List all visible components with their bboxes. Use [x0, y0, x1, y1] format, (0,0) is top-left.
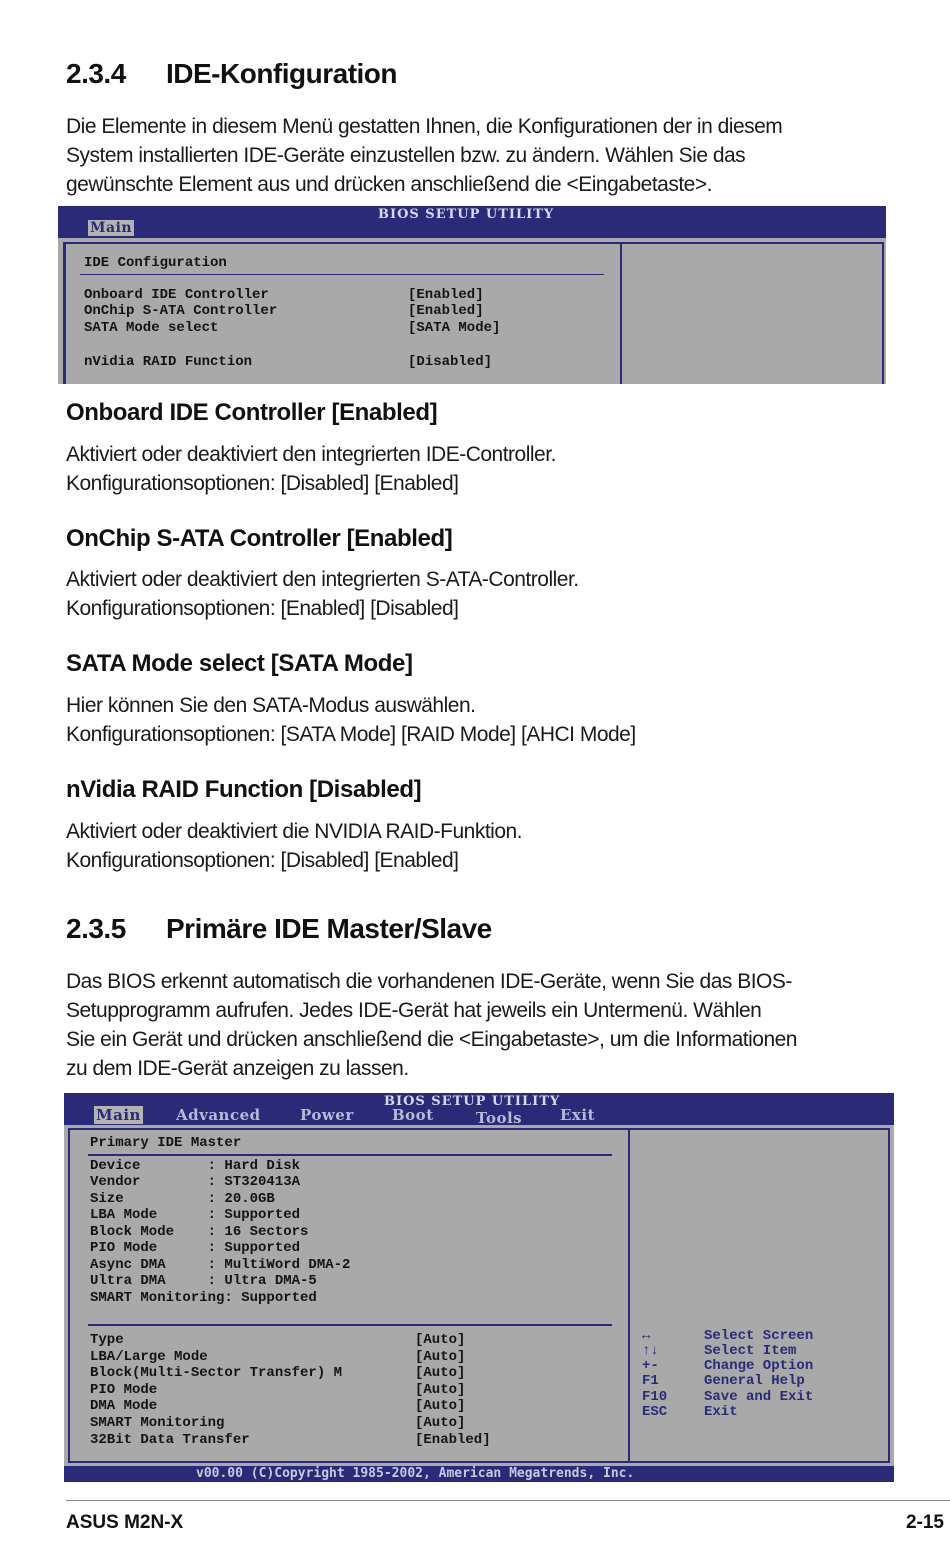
help-text: Select Item: [704, 1343, 797, 1359]
bios-item-onboard-ide[interactable]: Onboard IDE Controller: [84, 287, 269, 303]
option-line: Konfigurationsoptionen: [SATA Mode] [RAID Mode] [AHCI Mode]: [66, 723, 636, 746]
bios-info-line: Async DMA : MultiWord DMA-2: [90, 1257, 351, 1273]
bios-setting-32bit[interactable]: 32Bit Data Transfer: [90, 1432, 250, 1448]
section-title: IDE-Konfiguration: [166, 58, 398, 89]
bios-separator: [80, 274, 604, 275]
option-line: Konfigurationsoptionen: [Disabled] [Enabled]: [66, 472, 459, 495]
option-description: [66, 691, 892, 749]
section-intro: [66, 967, 892, 1083]
bios-title: BIOS SETUP UTILITY: [384, 1094, 561, 1109]
intro-line: Die Elemente in diesem Menü gestatten Ihnen, die Konfigurationen der in diesem: [66, 115, 783, 138]
bios-panel-divider: [628, 1128, 630, 1463]
bios-menu-exit[interactable]: Exit: [560, 1106, 596, 1124]
section-intro: [66, 112, 892, 199]
bios-setting-lba[interactable]: LBA/Large Mode: [90, 1349, 208, 1365]
intro-line: Das BIOS erkennt automatisch die vorhandenen IDE-Geräte, wenn Sie das BIOS-: [66, 970, 792, 993]
help-key-plus-minus: +-: [642, 1358, 659, 1374]
help-text: Select Screen: [704, 1328, 814, 1344]
footer-page-number: 2-15: [905, 1512, 944, 1533]
footer-product-name: ASUS M2N-X: [66, 1512, 184, 1533]
footer-rule: [66, 1500, 950, 1501]
bios-setting-pio[interactable]: PIO Mode: [90, 1382, 158, 1398]
bios-value-onchip-sata[interactable]: [Enabled]: [408, 303, 484, 319]
section-heading-primary-ide: [66, 913, 492, 945]
option-heading: Onboard IDE Controller [Enabled]: [66, 399, 438, 426]
help-key-f10: F10: [642, 1389, 668, 1405]
bios-setting-block[interactable]: Block(Multi-Sector Transfer) M: [90, 1365, 343, 1381]
bios-info-line: SMART Monitoring: Supported: [90, 1290, 317, 1306]
bios-setting-smart[interactable]: SMART Monitoring: [90, 1415, 225, 1431]
bios-setting-value[interactable]: [Auto]: [415, 1332, 466, 1348]
intro-line: gewünschte Element aus und drücken anschließend die <Eingabetaste>.: [66, 173, 712, 196]
bios-panel-divider: [620, 242, 622, 384]
intro-line: System installierten IDE-Geräte einzustellen bzw. zu ändern. Wählen Sie das: [66, 144, 746, 167]
bios-menu-power[interactable]: Power: [300, 1106, 354, 1124]
option-line: Konfigurationsoptionen: [Disabled] [Enabled]: [66, 849, 459, 872]
help-key-esc: ESC: [642, 1404, 668, 1420]
bios-menu-main[interactable]: Main: [90, 220, 133, 236]
bios-section-header: IDE Configuration: [84, 255, 227, 271]
intro-line: zu dem IDE-Gerät anzeigen zu lassen.: [66, 1057, 409, 1080]
bios-setting-value[interactable]: [Auto]: [415, 1398, 466, 1414]
bios-info-line: Vendor : ST320413A: [90, 1174, 301, 1190]
bios-menu-tools[interactable]: Tools: [476, 1109, 523, 1127]
option-line: Konfigurationsoptionen: [Enabled] [Disabled]: [66, 597, 459, 620]
option-line: Hier können Sie den SATA-Modus auswählen.: [66, 694, 476, 717]
section-title: Primäre IDE Master/Slave: [166, 913, 492, 944]
option-heading: nVidia RAID Function [Disabled]: [66, 776, 422, 803]
section-number: 2.3.5: [66, 913, 126, 944]
option-description: [66, 565, 892, 623]
bios-item-onchip-sata[interactable]: OnChip S-ATA Controller: [84, 303, 278, 319]
help-text: Change Option: [704, 1358, 814, 1374]
bios-separator: [88, 1324, 612, 1326]
option-line: Aktiviert oder deaktiviert den integrierten S-ATA-Controller.: [66, 568, 579, 591]
bios-screen-ide-configuration: [58, 206, 886, 384]
bios-screen-primary-ide-master: [64, 1093, 894, 1482]
bios-value-nvidia-raid[interactable]: [Disabled]: [408, 354, 493, 370]
bios-value-onboard-ide[interactable]: [Enabled]: [408, 287, 484, 303]
bios-setting-value[interactable]: [Auto]: [415, 1382, 466, 1398]
help-key-f1: F1: [642, 1373, 659, 1389]
bios-setting-dma[interactable]: DMA Mode: [90, 1398, 158, 1414]
bios-menu-advanced[interactable]: Advanced: [176, 1106, 261, 1124]
bios-item-sata-mode[interactable]: SATA Mode select: [84, 320, 219, 336]
intro-line: Setupprogramm aufrufen. Jedes IDE-Gerät hat jeweils ein Untermenü. Wählen: [66, 999, 762, 1022]
bios-info-line: Size : 20.0GB: [90, 1191, 275, 1207]
option-heading: OnChip S-ATA Controller [Enabled]: [66, 525, 453, 552]
bios-info-line: PIO Mode : Supported: [90, 1240, 301, 1256]
intro-line: Sie ein Gerät und drücken anschließend die <Eingabetaste>, um die Informationen: [66, 1028, 797, 1051]
section-heading-ide-config: [66, 58, 397, 90]
bios-copyright-bar: [64, 1466, 894, 1482]
bios-item-nvidia-raid[interactable]: nVidia RAID Function: [84, 354, 253, 370]
bios-setting-value[interactable]: [Auto]: [415, 1349, 466, 1365]
bios-info-line: Device : Hard Disk: [90, 1158, 301, 1174]
bios-menu-boot[interactable]: Boot: [392, 1106, 434, 1124]
bios-setting-value[interactable]: [Auto]: [415, 1365, 466, 1381]
option-description: [66, 817, 892, 875]
bios-value-sata-mode[interactable]: [SATA Mode]: [408, 320, 501, 336]
option-line: Aktiviert oder deaktiviert den integrierten IDE-Controller.: [66, 443, 556, 466]
section-number: 2.3.4: [66, 58, 126, 89]
bios-section-header: Primary IDE Master: [90, 1135, 242, 1151]
bios-info-line: Ultra DMA : Ultra DMA-5: [90, 1273, 317, 1289]
help-text: Exit: [704, 1404, 738, 1420]
bios-title: BIOS SETUP UTILITY: [378, 207, 555, 222]
bios-menu-main[interactable]: Main: [96, 1106, 141, 1124]
bios-setting-value[interactable]: [Enabled]: [415, 1432, 491, 1448]
bios-info-line: Block Mode : 16 Sectors: [90, 1224, 309, 1240]
help-text: Save and Exit: [704, 1389, 814, 1405]
bios-setting-type[interactable]: Type: [90, 1332, 124, 1348]
bios-setting-value[interactable]: [Auto]: [415, 1415, 466, 1431]
help-key-arrows-lr-icon: ↔: [642, 1328, 651, 1344]
option-heading: SATA Mode select [SATA Mode]: [66, 650, 413, 677]
bios-info-line: LBA Mode : Supported: [90, 1207, 301, 1223]
option-line: Aktiviert oder deaktiviert die NVIDIA RAID-Funktion.: [66, 820, 523, 843]
help-key-arrows-ud-icon: ↑↓: [642, 1343, 659, 1359]
bios-copyright: v00.00 (C)Copyright 1985-2002, American Megatrends, Inc.: [196, 1466, 635, 1481]
option-description: [66, 440, 892, 498]
bios-separator: [88, 1154, 612, 1156]
help-text: General Help: [704, 1373, 805, 1389]
